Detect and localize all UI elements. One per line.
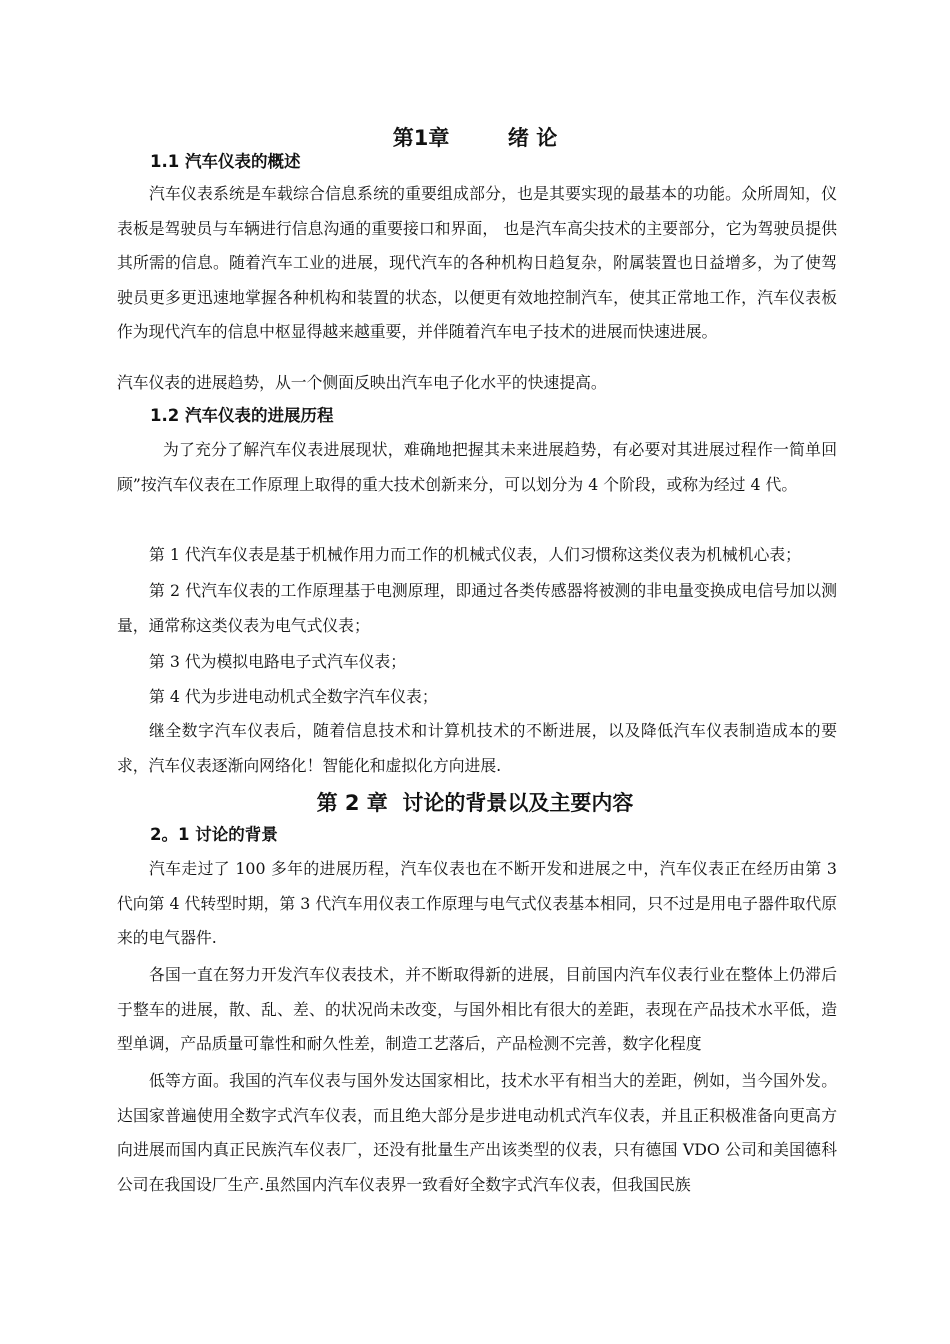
section-1-2-title: 1.2 汽车仪表的进展历程 <box>150 406 334 425</box>
paragraph-generation-1: 第 1 代汽车仪表是基于机械作用力而工作的机械式仪表，人们习惯称这类仪表为机械机心表； <box>149 545 801 564</box>
paragraph-generation-4: 第 4 代为步进电动机式全数字汽车仪表； <box>149 687 438 706</box>
paragraph-2-1-comparison: 低等方面。我国的汽车仪表与国外发达国家相比，技术水平有相当大的差距，例如，当今国外发。达国家普遍使用全数字式汽车仪表，而且绝大部分是步进电动机式汽车仪表，并且正积极准备向更高方向进展而国内真正民族汽车仪表厂，还没有批量生产出该类型的仪表，只有德国 VDO 公司和美国德科公司在我国设厂生产.虽然国内汽车仪表界一致看好全数字式汽车仪表，但我国民族 <box>117 1071 837 1194</box>
section-2-1-title: 2。1 讨论的背景 <box>150 825 278 844</box>
paragraph-2-1-history: 汽车走过了 100 多年的进展历程，汽车仪表也在不断开发和进展之中，汽车仪表正在经历由第 3 代向第 4 代转型时期，第 3 代汽车用仪表工作原理与电气式仪表基本相同，只不过是用电子器件取代原来的电气器件. <box>117 859 837 947</box>
paragraph-2-1-domestic: 各国一直在努力开发汽车仪表技术，并不断取得新的进展，目前国内汽车仪表行业在整体上仍滞后于整车的进展，散、乱、差、的状况尚未改变，与国外相比有很大的差距，表现在产品技术水平低，造型单调，产品质量可靠性和耐久性差，制造工艺落后，产品检测不完善，数字化程度 <box>117 965 837 1053</box>
chapter-2-title: 第 2 章 讨论的背景以及主要内容 <box>316 791 634 815</box>
paragraph-1-1-body: 汽车仪表系统是车载综合信息系统的重要组成部分，也是其要实现的最基本的功能。众所周知，仪表板是驾驶员与车辆进行信息沟通的重要接口和界面， 也是汽车高尖技术的主要部分，它为驾驶员提供其所需的信息。随着汽车工业的进展，现代汽车的各种机构日趋复杂，附属装置也日益增多，为了使驾驶员更多更迅速地掌握各种机构和装置的状态，以便更有效地控制汽车，使其正常地工作，汽车仪表板作为现代汽车的信息中枢显得越来越重要，并伴随着汽车电子技术的进展而快速进展。 <box>117 184 837 341</box>
chapter-1-title: 第1章 绪 论 <box>392 126 558 150</box>
paragraph-1-1-trend: 汽车仪表的进展趋势，从一个侧面反映出汽车电子化水平的快速提高。 <box>117 373 607 392</box>
paragraph-future: 继全数字汽车仪表后，随着信息技术和计算机技术的不断进展，以及降低汽车仪表制造成本的要求，汽车仪表逐渐向网络化！智能化和虚拟化方向进展. <box>117 721 837 775</box>
paragraph-1-2-intro: 为了充分了解汽车仪表进展现状，难确地把握其未来进展趋势，有必要对其进展过程作一简单回顾”按汽车仪表在工作原理上取得的重大技术创新来分，可以划分为 4 个阶段，或称为经过 4 代。 <box>117 440 837 494</box>
section-1-1-title: 1.1 汽车仪表的概述 <box>150 152 301 171</box>
paragraph-generation-2: 第 2 代汽车仪表的工作原理基于电测原理，即通过各类传感器将被测的非电量变换成电信号加以测量，通常称这类仪表为电气式仪表； <box>117 581 837 635</box>
paragraph-generation-3: 第 3 代为模拟电路电子式汽车仪表； <box>149 652 407 671</box>
